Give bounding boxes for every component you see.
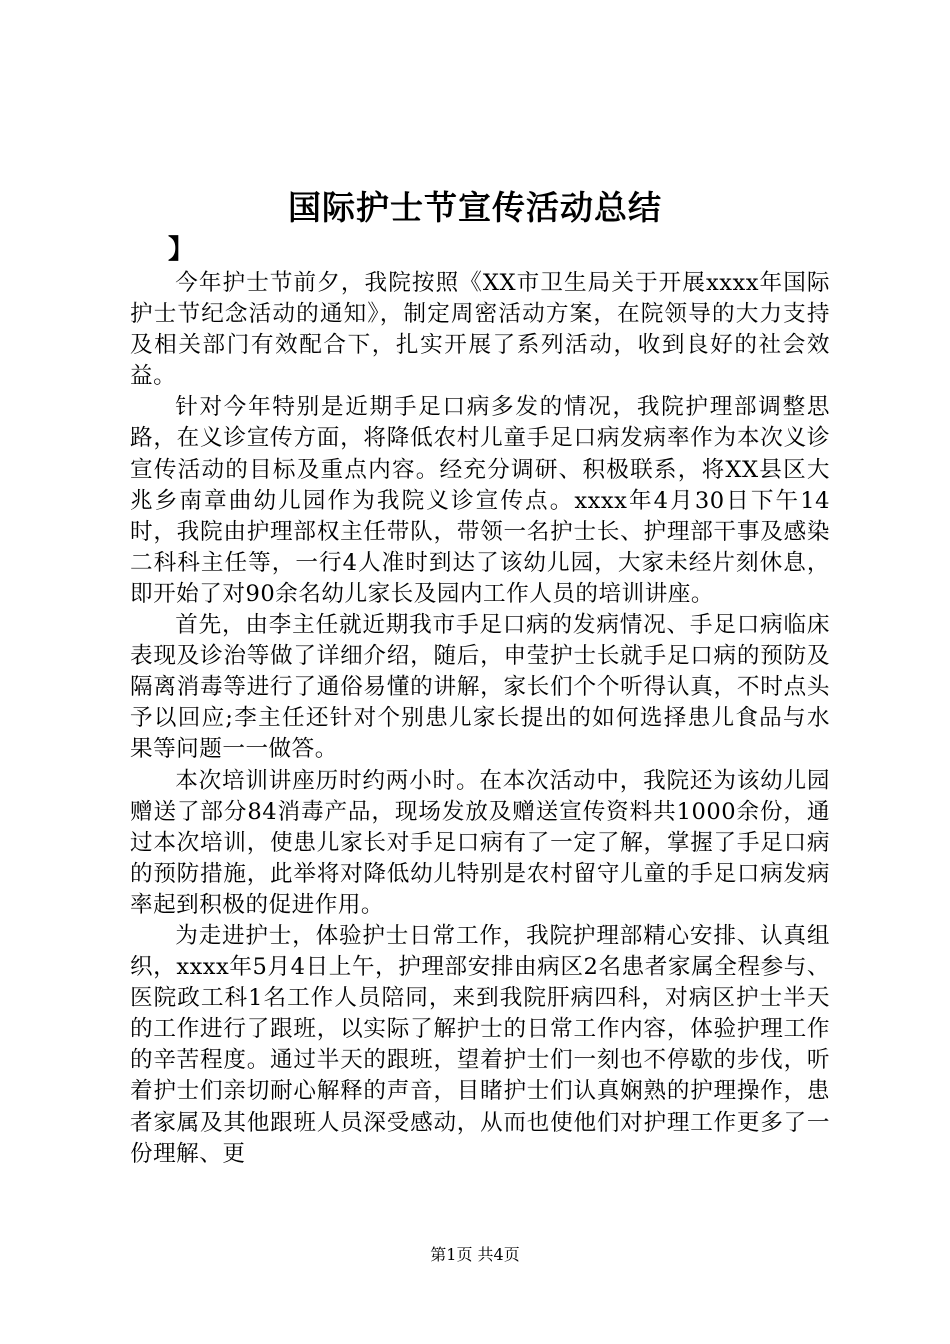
paragraph-2: 针对今年特别是近期手足口病多发的情况，我院护理部调整思路，在义诊宣传方面，将降低农村儿童手足口病发病率作为本次义诊宣传活动的目标及重点内容。经充分调研、积极联系，将XX县区大兆乡南章曲幼儿园作为我院义诊宣传点。xxxx年4月30日下午14时，我院由护理部权主任带队，带领一名护士长、护理部干事及感染二科科主任等，一行4人准时到达了该幼儿园，大家未经片刻休息，即开始了对90余名幼儿家长及园内工作人员的培训讲座。 (130, 394, 830, 607)
document-title: 国际护士节宣传活动总结 (288, 188, 662, 227)
paragraph-3: 首先，由李主任就近期我市手足口病的发病情况、手足口病临床表现及诊治等做了详细介绍，随后，申莹护士长就手足口病的预防及隔离消毒等进行了通俗易懂的讲解，家长们个个听得认真，不时点头予以回应;李主任还针对个别患儿家长提出的如何选择患儿食品与水果等问题一一做答。 (130, 612, 830, 763)
paragraph-1: 今年护士节前夕，我院按照《XX市卫生局关于开展xxxx年国际护士节纪念活动的通知》，制定周密活动方案，在院领导的大力支持及相关部门有效配合下，扎实开展了系列活动，收到良好的社会效益。 (130, 270, 830, 390)
page-footer: 第1页 共4页 (430, 1245, 520, 1264)
paragraph-5: 为走进护士，体验护士日常工作，我院护理部精心安排、认真组织，xxxx年5月4日上午，护理部安排由病区2名患者家属全程参与、医院政工科1名工作人员陪同，来到我院肝病四科，对病区护士半天的工作进行了跟班，以实际了解护士的日常工作内容，体验护理工作的辛苦程度。通过半天的跟班，望着护士们一刻也不停歇的步伐，听着护士们亲切耐心解释的声音，目睹护士们认真娴熟的护理操作，患者家属及其他跟班人员深受感动，从而也使他们对护理工作更多了一份理解、更 (130, 922, 830, 1167)
paragraph-4: 本次培训讲座历时约两小时。在本次活动中，我院还为该幼儿园赠送了部分84消毒产品，现场发放及赠送宣传资料共1000余份，通过本次培训，使患儿家长对手足口病有了一定了解，掌握了手足口病的预防措施，此举将对降低幼儿特别是农村留守儿童的手足口病发病率起到积极的促进作用。 (130, 767, 830, 918)
bracket-mark: 】 (168, 235, 195, 265)
document-body (130, 268, 830, 1170)
